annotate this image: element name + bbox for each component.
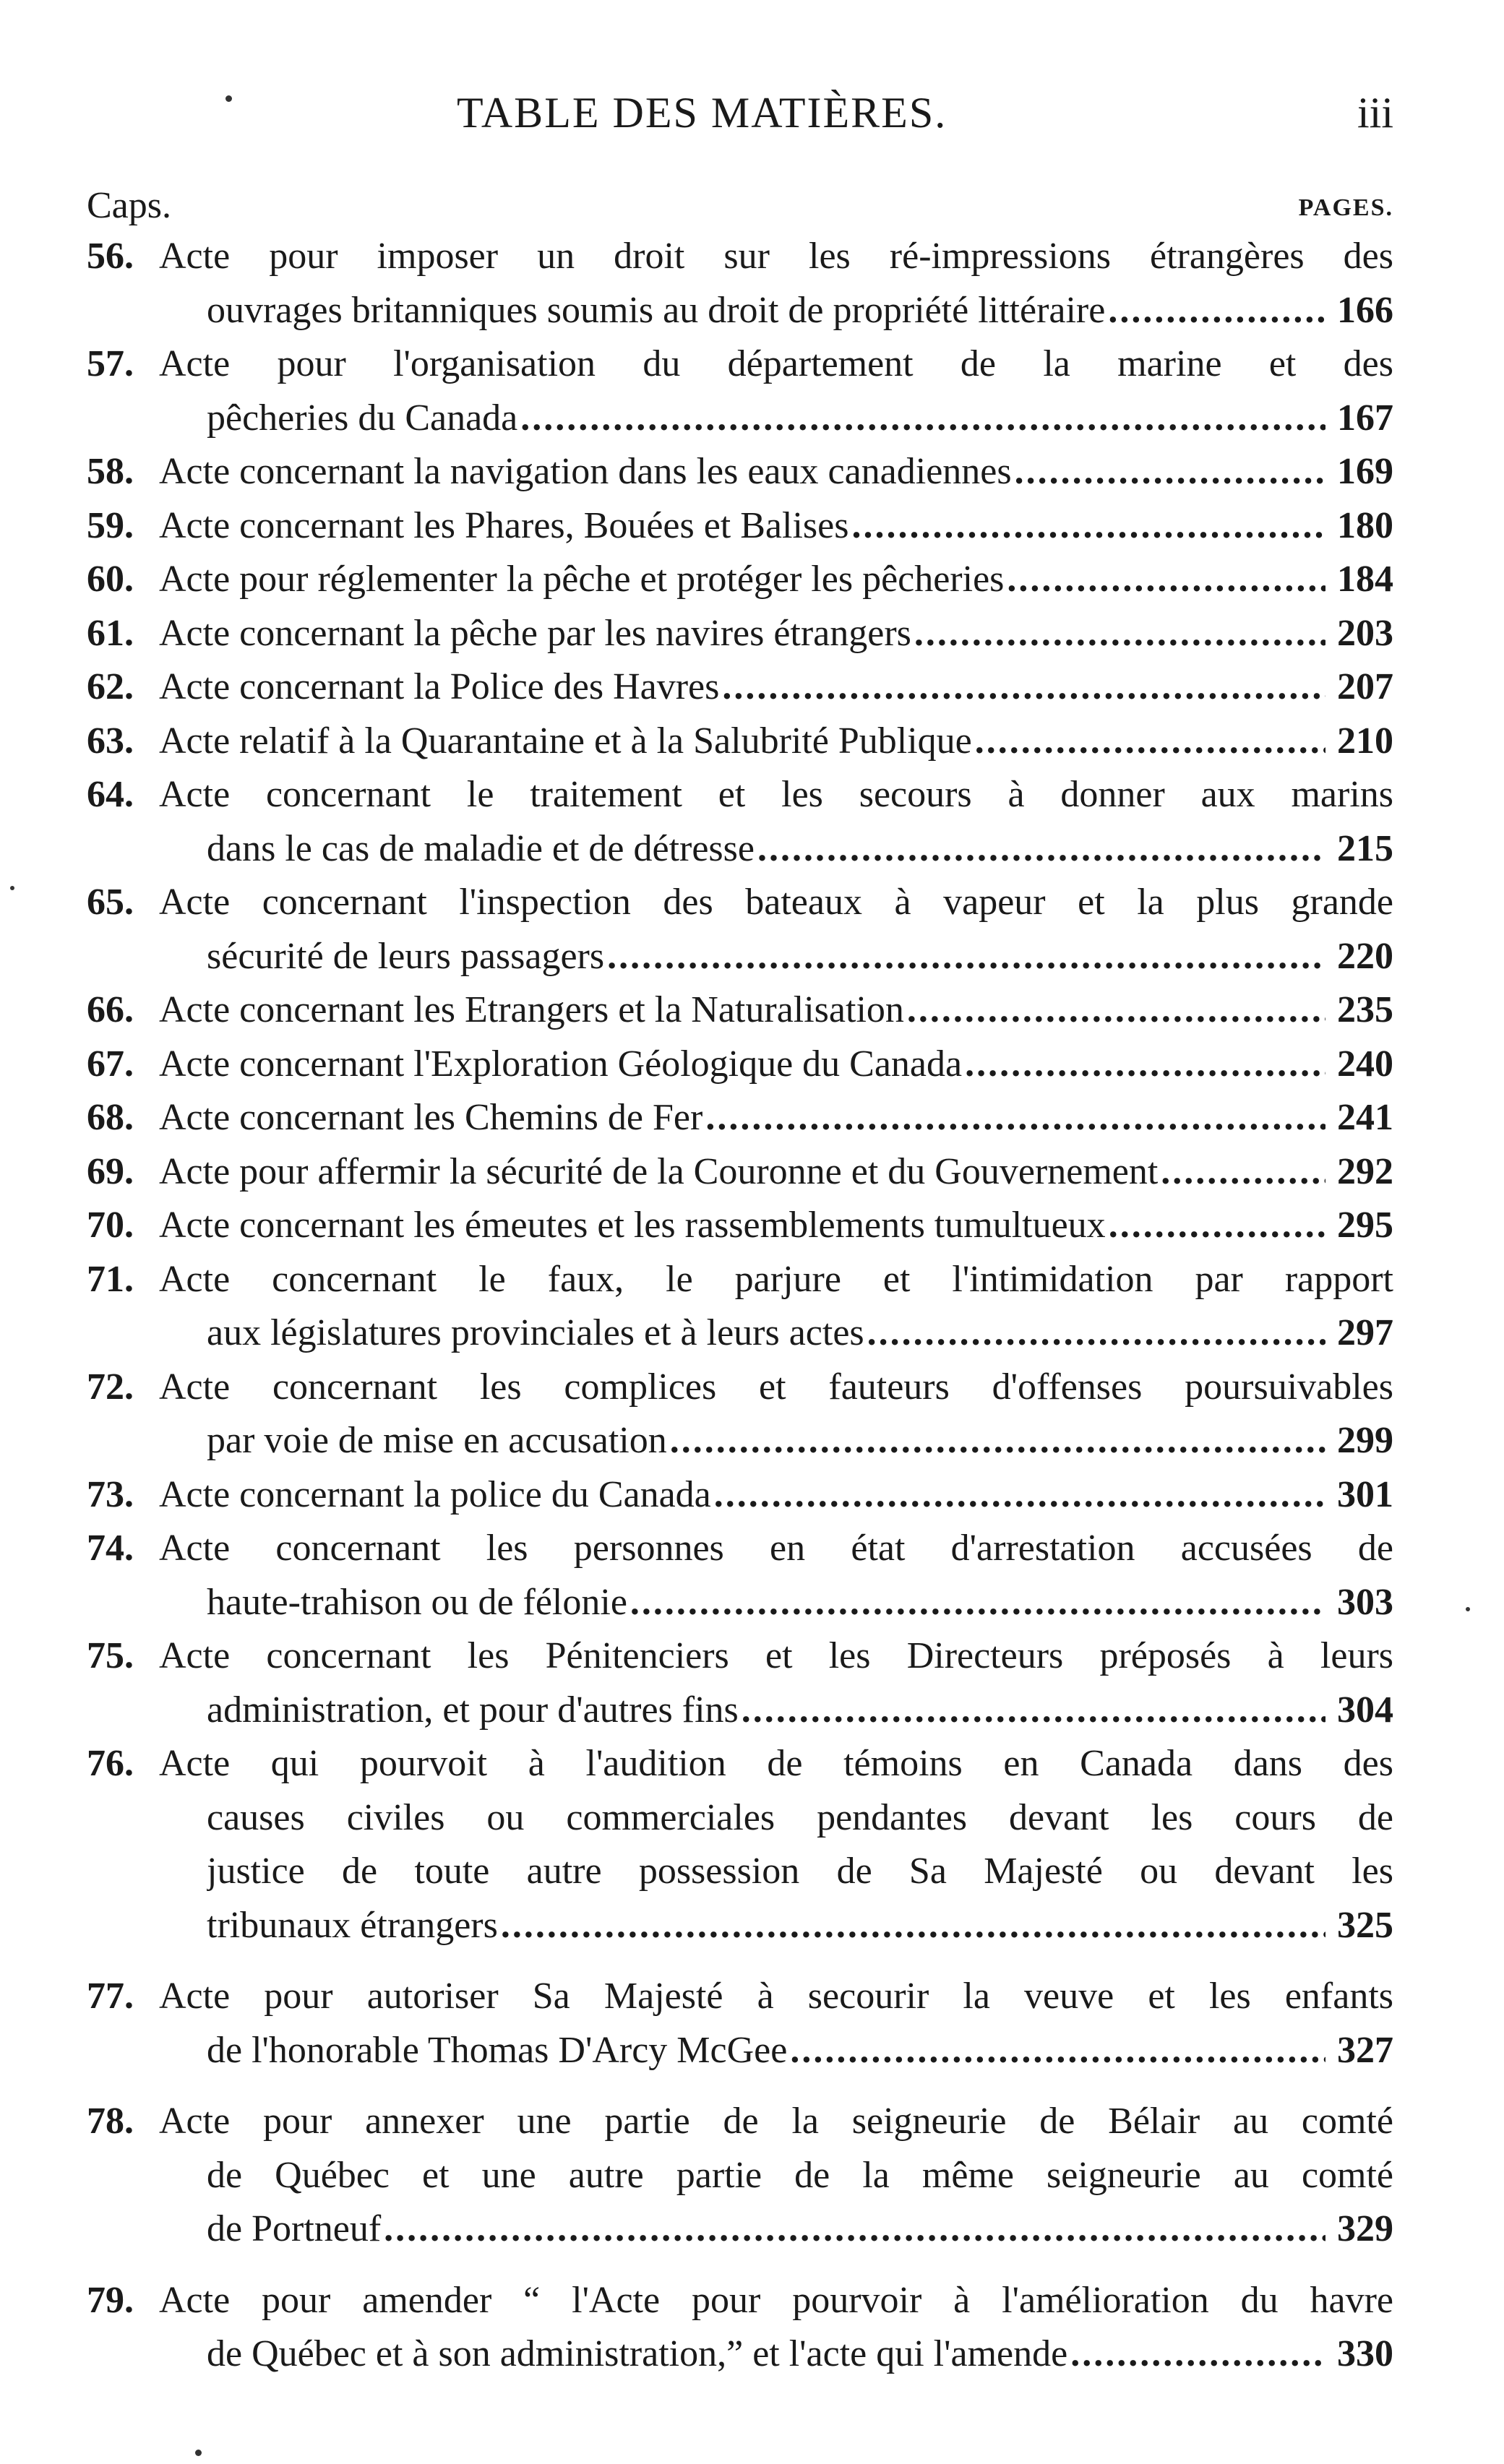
entry-final-line — [159, 983, 1393, 1038]
toc-entry — [87, 553, 1393, 607]
entry-page-number: 329 — [1337, 2208, 1393, 2249]
entry-final-line — [207, 1576, 1393, 1630]
entry-page-number: 330 — [1337, 2333, 1393, 2374]
dot-leader — [714, 1468, 1325, 1522]
entry-title-line: de Québec et une autre partie de la même seigneurie au comté — [207, 2154, 1393, 2196]
entry-final-line — [159, 499, 1393, 553]
entry-title-line: Acte concernant l'Exploration Géologique du Canada — [159, 1043, 963, 1085]
dot-leader — [520, 392, 1325, 446]
chapter-number: 78. — [87, 2101, 134, 2142]
chapter-number: 69. — [87, 1150, 134, 1192]
entry-page-number: 166 — [1337, 289, 1393, 331]
entry-page-number: 304 — [1337, 1689, 1393, 1731]
entry-final-line — [207, 1899, 1393, 1953]
entry-title-line: Acte concernant le faux, le parjure et l'intimidation par rapport — [159, 1258, 1393, 1300]
entry-title-line: Acte concernant la Police des Havres — [159, 666, 720, 707]
chapter-number: 68. — [87, 1097, 134, 1138]
ink-speck — [225, 95, 232, 102]
chapter-number: 64. — [87, 774, 134, 815]
ink-speck — [1466, 1607, 1470, 1611]
dot-leader — [1109, 1199, 1325, 1253]
entry-page-number: 292 — [1337, 1150, 1393, 1192]
chapter-number: 62. — [87, 666, 134, 707]
dot-leader — [1070, 2327, 1325, 2382]
chapter-number: 77. — [87, 1976, 134, 2017]
entry-page-number: 240 — [1337, 1043, 1393, 1085]
entry-title-line: Acte pour autoriser Sa Majesté à secourir la veuve et les enfants — [159, 1976, 1393, 2017]
dot-leader — [384, 2202, 1325, 2257]
entry-title-line: ouvrages britanniques soumis au droit de propriété littéraire — [207, 289, 1106, 331]
dot-leader — [1161, 1145, 1325, 1199]
chapters-column-label: Caps. — [87, 185, 171, 226]
chapter-number: 56. — [87, 236, 134, 277]
entry-final-line — [159, 1038, 1393, 1092]
dot-leader — [722, 660, 1325, 715]
chapter-number: 61. — [87, 612, 134, 654]
entry-final-line — [207, 1684, 1393, 1738]
entry-title-line: haute-trahison ou de félonie — [207, 1581, 627, 1623]
toc-entry — [87, 1145, 1393, 1199]
entry-final-line — [207, 930, 1393, 984]
toc-entry — [87, 1629, 1393, 1737]
chapter-number: 65. — [87, 882, 134, 923]
entry-title-line: Acte concernant les Chemins de Fer — [159, 1097, 703, 1138]
entry-title-line: par voie de mise en accusation — [207, 1420, 667, 1461]
page-title: TABLE DES MATIÈRES. — [457, 89, 947, 137]
entry-page-number: 210 — [1337, 720, 1393, 762]
table-of-contents — [87, 230, 1393, 2382]
toc-entry — [87, 1199, 1393, 1253]
chapter-number: 73. — [87, 1473, 134, 1515]
chapter-number: 67. — [87, 1043, 134, 1085]
dot-leader — [907, 983, 1325, 1038]
entry-title-line: Acte pour imposer un droit sur les ré-impressions étrangères des — [159, 236, 1393, 277]
dot-leader — [607, 930, 1325, 984]
entry-title-line: Acte concernant les Etrangers et la Naturalisation — [159, 989, 904, 1030]
toc-entry — [87, 876, 1393, 983]
entry-title-line: Acte relatif à la Quarantaine et à la Salubrité Publique — [159, 720, 972, 762]
toc-entry — [87, 2274, 1393, 2382]
entry-title-line: Acte concernant la police du Canada — [159, 1473, 711, 1515]
toc-entry — [87, 1468, 1393, 1522]
dot-leader — [851, 499, 1325, 553]
entry-title-line: Acte concernant les Pénitenciers et les Directeurs préposés à leurs — [159, 1635, 1393, 1676]
entry-page-number: 301 — [1337, 1473, 1393, 1515]
entry-final-line — [159, 660, 1393, 715]
entry-page-number: 297 — [1337, 1312, 1393, 1353]
chapter-number: 58. — [87, 451, 134, 492]
entry-page-number: 325 — [1337, 1904, 1393, 1946]
entry-title-line: Acte concernant les personnes en état d'arrestation accusées de — [159, 1528, 1393, 1569]
toc-entry — [87, 337, 1393, 445]
page-number: iii — [1357, 89, 1393, 137]
toc-entry — [87, 660, 1393, 715]
entry-page-number: 235 — [1337, 989, 1393, 1030]
chapter-number: 63. — [87, 720, 134, 762]
entry-title-line: causes civiles ou commerciales pendantes devant les cours de — [207, 1796, 1393, 1838]
entry-title-line: Acte concernant la pêche par les navires étrangers — [159, 612, 911, 654]
entry-title-line: pêcheries du Canada — [207, 397, 518, 439]
chapter-number: 70. — [87, 1205, 134, 1246]
toc-entry — [87, 607, 1393, 661]
entry-page-number: 167 — [1337, 397, 1393, 439]
entry-page-number: 303 — [1337, 1581, 1393, 1623]
entry-page-number: 220 — [1337, 935, 1393, 977]
dot-leader — [501, 1899, 1325, 1953]
toc-entry — [87, 2095, 1393, 2257]
entry-final-line — [159, 445, 1393, 499]
chapter-number: 71. — [87, 1258, 134, 1300]
entry-final-line — [159, 1091, 1393, 1145]
toc-entry — [87, 983, 1393, 1038]
entry-title-line: de l'honorable Thomas D'Arcy McGee — [207, 2029, 788, 2071]
ink-speck — [10, 886, 14, 890]
dot-leader — [1108, 284, 1325, 338]
entry-title-line: sécurité de leurs passagers — [207, 935, 605, 977]
toc-entry — [87, 1737, 1393, 1952]
toc-entry — [87, 1038, 1393, 1092]
entry-final-line — [159, 1199, 1393, 1253]
entry-page-number: 299 — [1337, 1420, 1393, 1461]
entry-page-number: 241 — [1337, 1097, 1393, 1138]
toc-entry — [87, 1522, 1393, 1629]
entry-title-line: Acte concernant les complices et fauteurs d'offenses poursuivables — [159, 1366, 1393, 1408]
entry-title-line: Acte concernant l'inspection des bateaux à vapeur et la plus grande — [159, 882, 1393, 923]
entry-final-line — [159, 607, 1393, 661]
entry-final-line — [207, 284, 1393, 338]
entry-final-line — [207, 822, 1393, 876]
dot-leader — [1007, 553, 1325, 607]
toc-entry — [87, 499, 1393, 553]
entry-final-line — [159, 1145, 1393, 1199]
entry-title-line: Acte pour affermir la sécurité de la Couronne et du Gouvernement — [159, 1150, 1159, 1192]
entry-page-number: 207 — [1337, 666, 1393, 707]
chapter-number: 75. — [87, 1635, 134, 1676]
entry-page-number: 215 — [1337, 827, 1393, 869]
entry-page-number: 184 — [1337, 559, 1393, 600]
entry-final-line — [207, 1306, 1393, 1361]
entry-title-line: Acte pour réglementer la pêche et protéger les pêcheries — [159, 559, 1005, 600]
dot-leader — [975, 715, 1325, 769]
entry-page-number: 295 — [1337, 1205, 1393, 1246]
entry-title-line: aux législatures provinciales et à leurs actes — [207, 1312, 864, 1353]
entry-page-number: 180 — [1337, 504, 1393, 546]
entry-title-line: Acte concernant la navigation dans les eaux canadiennes — [159, 451, 1012, 492]
entry-page-number: 169 — [1337, 451, 1393, 492]
entry-title-line: justice de toute autre possession de Sa Majesté ou devant les — [207, 1851, 1393, 1892]
dot-leader — [757, 822, 1325, 876]
ink-speck — [195, 2450, 202, 2456]
chapter-number: 60. — [87, 559, 134, 600]
entry-final-line — [207, 1414, 1393, 1468]
entry-final-line — [207, 2327, 1393, 2382]
entry-title-line: Acte concernant le traitement et les secours à donner aux marins — [159, 774, 1393, 815]
pages-column-label: PAGES. — [1298, 194, 1393, 221]
chapter-number: 79. — [87, 2279, 134, 2321]
toc-entry — [87, 1253, 1393, 1361]
entry-final-line — [207, 2024, 1393, 2078]
dot-leader — [705, 1091, 1325, 1145]
entry-title-line: dans le cas de maladie et de détresse — [207, 827, 755, 869]
entry-title-line: Acte concernant les émeutes et les rassemblements tumultueux — [159, 1205, 1106, 1246]
dot-leader — [630, 1576, 1325, 1630]
dot-leader — [790, 2024, 1325, 2078]
column-headers — [87, 184, 1393, 235]
toc-entry — [87, 1091, 1393, 1145]
dot-leader — [670, 1414, 1325, 1468]
chapter-number: 76. — [87, 1743, 134, 1784]
toc-entry — [87, 1970, 1393, 2077]
entry-final-line — [159, 1468, 1393, 1522]
chapter-number: 72. — [87, 1366, 134, 1408]
entry-page-number: 327 — [1337, 2029, 1393, 2071]
dot-leader — [914, 607, 1325, 661]
toc-entry — [87, 1361, 1393, 1468]
toc-entry — [87, 445, 1393, 499]
chapter-number: 66. — [87, 989, 134, 1030]
toc-entry — [87, 715, 1393, 769]
entry-title-line: Acte qui pourvoit à l'audition de témoins en Canada dans des — [159, 1743, 1393, 1784]
dot-leader — [867, 1306, 1325, 1361]
entry-title-line: de Portneuf — [207, 2208, 382, 2249]
entry-title-line: Acte pour l'organisation du département de la marine et des — [159, 343, 1393, 384]
entry-title-line: Acte pour amender “ l'Acte pour pourvoir à l'amélioration du havre — [159, 2279, 1393, 2321]
chapter-number: 74. — [87, 1528, 134, 1569]
entry-final-line — [159, 715, 1393, 769]
entry-title-line: de Québec et à son administration,” et l'acte qui l'amende — [207, 2333, 1068, 2374]
entry-final-line — [207, 2202, 1393, 2257]
toc-entry — [87, 768, 1393, 876]
entry-title-line: Acte concernant les Phares, Bouées et Balises — [159, 504, 849, 546]
dot-leader — [965, 1038, 1325, 1092]
entry-title-line: tribunaux étrangers — [207, 1904, 498, 1946]
dot-leader — [1015, 445, 1325, 499]
chapter-number: 57. — [87, 343, 134, 384]
entry-title-line: administration, et pour d'autres fins — [207, 1689, 739, 1731]
entry-title-line: Acte pour annexer une partie de la seigneurie de Bélair au comté — [159, 2101, 1393, 2142]
chapter-number: 59. — [87, 504, 134, 546]
entry-page-number: 203 — [1337, 612, 1393, 654]
entry-final-line — [207, 392, 1393, 446]
toc-entry — [87, 230, 1393, 337]
dot-leader — [742, 1684, 1325, 1738]
entry-final-line — [159, 553, 1393, 607]
